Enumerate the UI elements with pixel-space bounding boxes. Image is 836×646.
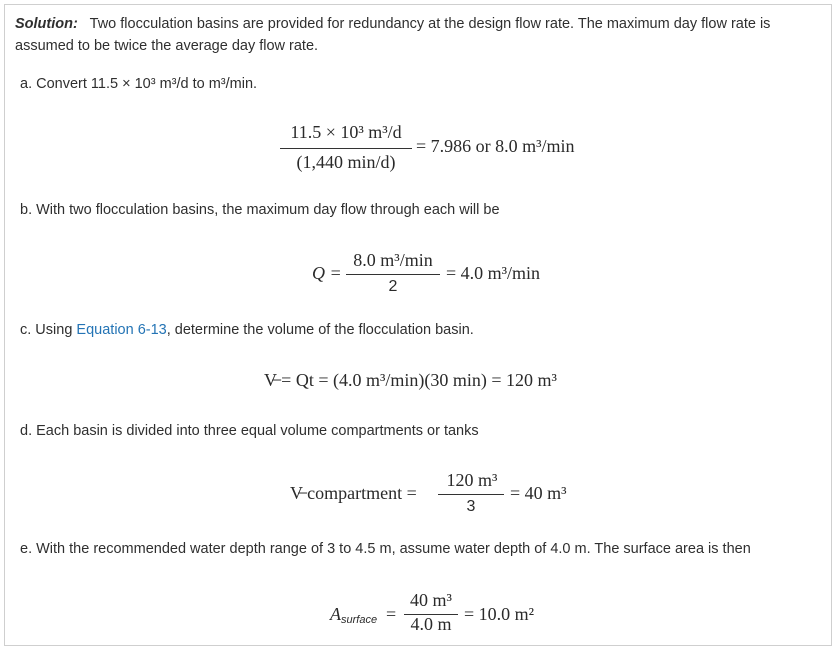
solution-label: Solution:	[15, 16, 78, 32]
equation-b	[312, 246, 572, 302]
eq-e-lhs-sub: surface	[341, 614, 378, 626]
eq-e-lhs	[330, 604, 377, 625]
eq-a-result: = 7.986 or 8.0 m³/min	[416, 136, 575, 156]
equation-d	[290, 466, 590, 522]
step-d: d. Each basin is divided into three equal volume compartments or tanks	[20, 423, 479, 439]
eq-a-denominator: (1,440 min/d)	[296, 152, 396, 172]
eq-d-result: = 40 m³	[510, 483, 567, 503]
eq-b-fraction-bar	[346, 274, 440, 275]
step-c-suffix: , determine the volume of the flocculation basin.	[166, 322, 474, 338]
eq-e-result: = 10.0 m²	[464, 604, 535, 624]
eq-a-numerator: 11.5 × 10³ m³/d	[290, 122, 402, 142]
equation-a	[280, 120, 610, 180]
solution-paragraph	[15, 13, 815, 57]
step-c	[20, 319, 474, 341]
eq-b-numerator: 8.0 m³/min	[353, 250, 433, 270]
eq-d-lhs: V̶ compartment =	[290, 483, 417, 503]
eq-e-lhs-main: A	[330, 604, 341, 624]
equation-6-13-link[interactable]: Equation 6-13	[76, 322, 167, 338]
eq-b-lhs: Q =	[312, 263, 342, 283]
step-a: a. Convert 11.5 × 10³ m³/d to m³/min.	[20, 76, 258, 92]
eq-d-denominator: 3	[466, 498, 476, 515]
eq-e-equals: =	[386, 604, 397, 624]
solution-text: Two flocculation basins are provided for redundancy at the design flow rate. The maximum day flow rate is assumed to be twice the average day flow rate.	[15, 16, 771, 54]
equation-c: V̶ = Qt = (4.0 m³/min)(30 min) = 120 m³	[264, 370, 557, 390]
eq-e-numerator: 40 m³	[410, 590, 452, 610]
eq-b-result: = 4.0 m³/min	[446, 263, 541, 283]
eq-b-denominator: 2	[388, 278, 398, 295]
step-b: b. With two flocculation basins, the maximum day flow through each will be	[20, 202, 500, 218]
eq-d-fraction-bar	[438, 494, 504, 495]
step-e: e. With the recommended water depth range of 3 to 4.5 m, assume water depth of 4.0 m. The surface area is then	[20, 541, 751, 557]
eq-a-fraction-bar	[280, 148, 412, 149]
eq-e-denominator: 4.0 m	[410, 614, 452, 634]
equation-e	[330, 588, 570, 634]
step-c-prefix: c. Using	[20, 322, 77, 338]
eq-d-numerator: 120 m³	[446, 470, 498, 490]
